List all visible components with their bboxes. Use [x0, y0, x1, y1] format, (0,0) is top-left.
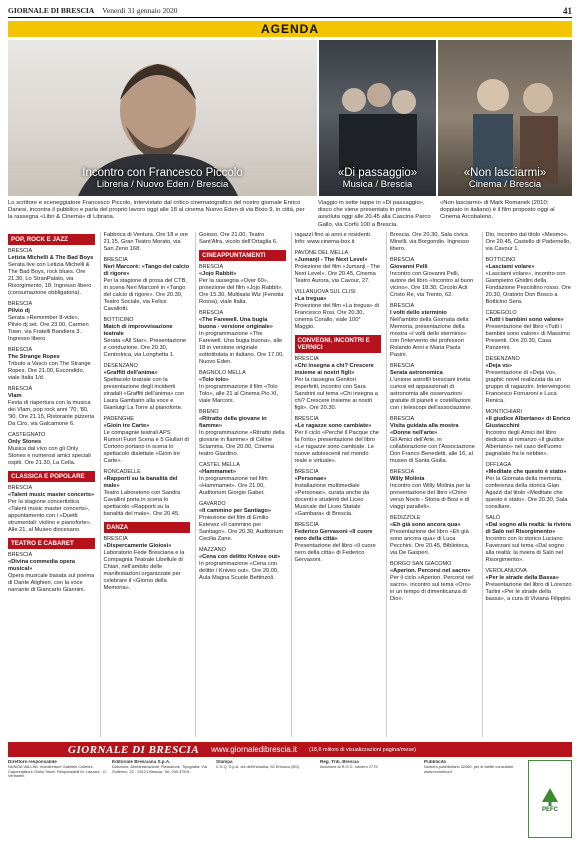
entry-city: GAVARDO: [199, 501, 226, 507]
entry-body: Serata «All Star». Presentazione e conduzione. Ore 20.30, Centrolrica, via Longhetta 1.: [103, 338, 187, 358]
entry-city: BRESCIA: [8, 386, 33, 392]
entry-city: BRESCIA: [390, 363, 415, 369]
entry-city: SALÒ: [485, 515, 501, 521]
agenda-entry: [199, 547, 286, 582]
entry-city: BRESCIA: [294, 469, 319, 475]
agenda-entry: [295, 232, 382, 246]
entry-title: «Dispercamente Gioiosi»: [103, 543, 172, 549]
agenda-entry: [295, 416, 382, 465]
footer-url[interactable]: www.giornaledibrescia.it: [211, 745, 297, 754]
entry-city: BRESCIA: [390, 303, 415, 309]
entry-title: Vlam: [8, 393, 22, 399]
photo-piccolo: [8, 40, 317, 196]
agenda-entry: [8, 347, 95, 382]
entry-city: BOTTICINO: [485, 257, 516, 263]
agenda-entry: [8, 552, 95, 594]
entry-body: Festa di riapertura con la musica dei Vlam, pop rock anni '70, '80, '90. Ore 21.15, Ristorante pizzeria Da Ciro, via Galcamone 6.: [8, 400, 95, 427]
entry-title: Willy Molinia: [390, 476, 425, 482]
entry-city: PADENGHE: [103, 416, 134, 422]
footer-logo: GIORNALE DI BRESCIA: [68, 743, 200, 756]
entry-city: VEROLANUOVA: [485, 568, 527, 574]
pefc-label: PEFC: [541, 806, 558, 813]
photo-di-passaggio: [319, 40, 436, 196]
agenda-entry: [486, 232, 573, 253]
entry-city: BRESCIA: [390, 469, 415, 475]
entry-body: Per la rassegna «Over 60», proiezione del film «Jojo Rabbit». Ore 15.30, Multisala Wiz (Fenotia Rossa), viale Italia.: [199, 278, 284, 305]
entry-title: «Jumanji - The Next Level»: [294, 257, 368, 263]
entry-body: Goioso. Ore 21.00, Teatro Sant'Afra, vicolo dell'Ortaglia 6.: [199, 232, 278, 245]
entry-city: VILLANUOVA SUL CLISI: [294, 289, 356, 295]
entry-title: Pilvio dj: [8, 308, 30, 314]
entry-title: «Rapporti su la banalità del male»: [103, 476, 178, 489]
entry-title: Only Stones: [8, 439, 42, 445]
entry-body: Brescia. Ore 20.30, Sala civica Minelli, via Borgondio. Ingresso libero.: [390, 232, 470, 252]
entry-title: Letizia Michelli & The Bad Boys: [8, 255, 94, 261]
imprint-block: [320, 760, 420, 838]
photo-caption: [8, 167, 317, 190]
agenda-entry: [390, 416, 477, 465]
entry-body: ragazzi fino ai anni e residenti. Info: www.cinema-box.it: [294, 232, 372, 245]
imprint-block: [216, 760, 316, 838]
agenda-entry: [8, 301, 95, 343]
entry-body: Incontro degli Amici del libro dedicato al romanzo «Il giudice Albertano» nel caso dell'uomo pagnalato fra le nebbie».: [485, 430, 564, 457]
agenda-entry: [390, 561, 477, 603]
entry-city: BEDIZZOLE: [390, 515, 421, 521]
page-header: [8, 4, 572, 18]
agenda-entry: [486, 568, 573, 603]
entry-body: In programmazione il film «Tolo Tolo», alle 21 al Cinema Pio XI, viale Marconi.: [199, 384, 279, 404]
entry-body: Spettacolo teatrale con la presentazione degli incidenti stradali «Graffiti dell'anima» con Laura Gambarin alla voce e Gianluigi La Torre al pianoforte.: [103, 377, 185, 411]
imprint-body: C.S.Q. S.p.A. via dell'Industria, 52 Erbusco (BS).: [216, 763, 300, 769]
agenda-entry: [486, 515, 573, 564]
imprint-block: [424, 760, 524, 838]
imprint-body: Direzione, Amministrazione, Redazione, Tipografia: Via Solferino, 22 - 25121 Brescia. Tel. 030.37901.: [112, 763, 207, 774]
entry-body: Presentazione del libro «Il cuore nero della città» di Federico Gervasoni.: [294, 543, 376, 563]
category-heading: POP, ROCK E JAZZ: [8, 234, 95, 245]
agenda-entry: [390, 515, 477, 557]
agenda-entry: [199, 310, 286, 366]
agenda-entry: [104, 536, 191, 592]
entry-body: Fabbrica di Ventura. Ore 18 e ore 21.15, Gran Teatro Morato, via San Zeno 168.: [103, 232, 188, 252]
agenda-entry: [295, 469, 382, 518]
entry-title: Visita guidata alla mostra «Donne nell'arte»: [390, 423, 459, 436]
photo-subtitle: Musica / Brescia: [342, 179, 413, 190]
imprint-body: Numero pubblicitario 32060, per le tariffe consultare www.numerica.it: [424, 763, 514, 774]
entry-title: I volti dello sterminio: [390, 310, 447, 316]
imprint-block: [112, 760, 212, 838]
entry-city: BAGNOLO MELLA: [199, 370, 246, 376]
entry-title: The Strange Ropes: [8, 354, 60, 360]
entry-title: Federico Gervasoni «Il cuore nero della città»: [294, 529, 373, 542]
entry-body: «Lasciami volare», incontro con Giampietro Ghidini della Fondazione Pesciolino rosso. Ore 20.30, Oratorio Don Bosco a Botticino Sera.: [485, 271, 571, 305]
entry-title: Giovanni Pelli: [390, 264, 428, 270]
entry-title: «La tregua»: [294, 296, 327, 302]
category-heading: DANZA: [104, 522, 191, 533]
entry-title: «Eh già sono ancora qua»: [390, 522, 461, 528]
entry-title: Match di improvvisazione teatrale: [103, 324, 173, 337]
entry-city: BRESCIA: [294, 522, 319, 528]
agenda-entry: [199, 370, 286, 405]
agenda-entry: [295, 356, 382, 412]
entry-body: Serata live con Letizia Michelli & The Bad Boys, rock blues. Ore 21.30, Lo StranPalato, via Risorgimento, 18. Ingresso libero (consumazione obbligatoria).: [8, 262, 92, 296]
entry-city: BRESCIA: [199, 310, 224, 316]
entry-body: Gli Amici dell'Arte, in collaborazione con l'Associazione Don Franco Benedetti, alle 16, al museo di Santa Giulia.: [390, 437, 475, 464]
agenda-entry: [8, 386, 95, 428]
entry-city: BRESCIA: [390, 416, 415, 422]
entry-title: Serata astronomica: [390, 370, 443, 376]
entry-title: «Lasciami volare»: [485, 264, 535, 270]
imprint-head: Pubblicità: [424, 760, 446, 764]
imprint-head: Editoriale Bresciana S.p.A.: [112, 760, 171, 764]
entry-body: Per il ciclo «Aperion. Percorsi nel sacro», incontro sul tema «Oro» in un tempo di dimenticanza di Dio».: [390, 575, 474, 602]
agenda-entry: [8, 432, 95, 467]
entry-city: CASTEGNATO: [8, 432, 46, 438]
photo-non-lasciarmi: [438, 40, 572, 196]
entry-body: L'unione astrofili bresciani invita curiosi ed appassionati di astronomia alle osservazioni gratuite di pianeti e costellazioni con i telescopi dell'associazione.: [390, 377, 473, 411]
entry-title: «Divina commedia opera musical»: [8, 559, 76, 572]
photo-strip: [8, 40, 572, 196]
entry-city: OFFLAGA: [485, 462, 512, 468]
agenda-entry: [199, 232, 286, 246]
entry-city: CEDEGOLO: [485, 310, 517, 316]
agenda-entry: [295, 522, 382, 564]
entry-body: Tributo a Vasco con The Strange Ropes. Ore 21.00, Escondido, viale Italia 1/d.: [8, 361, 91, 381]
entry-body: Proiezione del film di Emilio Estevez «Il cammino per Santiago». Ore 20.30, Auditorium Cecilia Zane.: [199, 515, 284, 542]
agenda-entry: [486, 462, 573, 511]
agenda-entry: [104, 469, 191, 518]
agenda-entry: [104, 257, 191, 313]
entry-title: «Talent music master concerts»: [8, 492, 95, 498]
entry-city: BRESCIA: [294, 356, 319, 362]
entry-title: «Meditate che questo è stato»: [485, 469, 567, 475]
entry-body: In programmazione «The Farewell. Una bugia buona», alle 18 in versione originale sottotitolata in italiano. Ore 17.00, Nuovo Eden.: [199, 331, 284, 365]
entry-title: «Chi insegna a chi? Crescere insieme ai nostri figli»: [294, 363, 374, 376]
entry-body: Proiezione del film «Jumanji - The Next Level». Ore 20.45, Cinema Teatro Aurora, via Cavour, 27.: [294, 264, 381, 284]
entry-city: BORGO SAN GIACOMO: [390, 561, 452, 567]
entry-body: Serata «Remember 8-vide», Pilvio dj set. Ore 23.00, Carmen Town, via Fratelli Bandiera 3. Ingresso libero.: [8, 315, 89, 342]
agenda-entry: [295, 289, 382, 331]
imprint-head: Direttore responsabile: [8, 760, 57, 764]
imprint: [8, 760, 572, 838]
entry-body: Per la rassegna Genitori imperfetti, incontro con Sara Sandrini sul tema «Chi insegna a chi? Crescere insieme ai nostri figli». Ore 20.30.: [294, 377, 378, 411]
intro-piccolo: Lo scrittore e sceneggiatore Francesco Piccolo, intervistato dal critico cinematografico del nostro giornale Enrico Danesi, incontra il pubblico e parla del proprio lavoro oggi alle 18 al cinema Nuovo Eden di via Bixio 9, in città, per la rassegna «Libri & Cinema» di Libraria.: [8, 200, 305, 221]
entry-city: BRESCIA: [103, 536, 128, 542]
agenda-entry: [390, 232, 477, 253]
entry-body: In programmazione nel film «Hammamet». Ore 21.00, Auditorium Giorgio Gaber.: [199, 476, 268, 496]
entry-city: DESENZANO: [103, 363, 138, 369]
entry-body: Per il ciclo «Perché il Pacque che fa l'orto» presentazione del libro «Le ragazze sono cambiate. Le nuove adolescenti nel mondo reale e virtuale».: [294, 430, 379, 464]
photo-subtitle: Cinema / Brescia: [468, 179, 542, 190]
footer-tagline: (18,6 milioni di visualizzazioni pagina/mese): [308, 746, 416, 753]
agenda-entry: [199, 501, 286, 543]
entry-city: BRESCIA: [294, 416, 319, 422]
entry-body: Proiezione del film «La tregua» di Francesco Rosi. Ore 20.30, cinema Corallo, viale 100° Maggio.: [294, 303, 379, 330]
agenda-column: [482, 232, 573, 737]
agenda-entry: [104, 416, 191, 465]
agenda-entry: [390, 303, 477, 359]
page-number: 41: [563, 5, 572, 16]
entry-title: «Deja vù»: [485, 363, 513, 369]
entry-body: Teatro Laboratorio con Sandra Cavallini porta in scena lo spettacolo «Rapporti su la banalità del male». Ore 20.45.: [103, 490, 181, 517]
section-title: AGENDA: [8, 21, 572, 37]
agenda-entry: [390, 257, 477, 299]
tree-icon: [539, 786, 561, 808]
entry-body: Presentazione di «Deja vù», graphic novel realizzata da un gruppo di ragazzini. Intervengono Francesco Fornaroni e Luca Renica.: [485, 370, 570, 404]
agenda-entry: [8, 248, 95, 297]
entry-title: «Jojo Rabbit»: [199, 271, 237, 277]
agenda-entry: [104, 232, 191, 253]
entry-city: BRESCIA: [8, 552, 33, 558]
agenda-columns: [8, 232, 572, 737]
entry-title: «Le ragazze sono cambiate»: [294, 423, 372, 429]
entry-title: «Il cammino per Santiago»: [199, 508, 272, 514]
intro-non-lasciarmi: «Non lasciarmi» di Mark Romanek (2010; doppiato in italiano) è il film proposto oggi al Cinema Arcobaleno.: [440, 200, 555, 221]
photo-title: «Non lasciarmi»: [463, 167, 547, 179]
agenda-entry: [199, 409, 286, 458]
entry-city: BRESCIA: [8, 347, 33, 353]
entry-city: PAVONE DEL MELLA: [294, 250, 349, 256]
entry-body: In programmazione «Ritratto della giovane in fiamme» di Céline Sciamma. Ore 20.00, Cinema teatro Giardino.: [199, 430, 285, 457]
agenda-entry: [390, 469, 477, 511]
entry-title: «Tolo tolo»: [199, 377, 229, 383]
entry-body: Le compagnie teatrali APS Rumori Fuori Scena e 5 Giullari di Cortorio portano in scena lo spettacolo dialettale «Gioin tre Carte».: [103, 430, 189, 464]
entry-title: «Hammamet»: [199, 469, 236, 475]
entry-title: «The Farewell. Una bugia buona - versione originale»: [199, 317, 273, 330]
entry-body: Installazione multimediale «Personae», curata anche da docenti e studenti del Liceo Musicale del Liceo Statale «Gambara» di Brescia.: [294, 483, 370, 517]
entry-title: «Aperion. Percorsi nel sacro»: [390, 568, 471, 574]
agenda-entry: [199, 264, 286, 306]
agenda-entry: [295, 250, 382, 285]
imprint-head: Stampa: [216, 760, 233, 764]
photo-title: «Di passaggio»: [337, 167, 418, 179]
agenda-column: [291, 232, 382, 737]
agenda-entry: [199, 462, 286, 497]
category-heading: TEATRO E CABARET: [8, 538, 95, 549]
entry-city: BRENO: [199, 409, 219, 415]
entry-title: «Ritratto della giovane in fiamme»: [199, 416, 267, 429]
publication-date: Venerdì 31 gennaio 2020: [102, 6, 178, 15]
entry-city: BRESCIA: [390, 257, 415, 263]
agenda-entry: [486, 257, 573, 306]
entry-title: Neri Marcorè: «Tango del calcio di rigore»: [103, 264, 190, 277]
entry-body: Musica dal vivo con gli Only Stones e numerosi amici speciali ospiti. Ore 21.30, La Cella.: [8, 446, 91, 466]
agenda-entry: [486, 409, 573, 458]
entry-title: «Graffiti dell'anima»: [103, 370, 158, 376]
imprint-block: [8, 760, 108, 838]
imprint-body: NUNZIA VALLINI. Vicedirettore Gabriele Colleoni. Caporedattore Giulio Tosini. Responsabili M. Lanzani - G. Venturelli.: [8, 763, 107, 779]
category-heading: CLASSICA E POPOLARE: [8, 471, 95, 482]
agenda-column: [386, 232, 477, 737]
photo-title: Incontro con Francesco Piccolo: [82, 167, 243, 179]
agenda-entry: [486, 356, 573, 405]
photo-caption: [319, 167, 436, 190]
entry-title: «Tutti i bambini sono valore»: [485, 317, 564, 323]
entry-body: Dio, incontro dal titolo «Mesmo». Ore 20.45, Castello di Padernello, via Cavour 1.: [485, 232, 571, 252]
pefc-badge: [528, 760, 572, 838]
agenda-entry: [8, 485, 95, 534]
agenda-column: [195, 232, 286, 737]
category-heading: CINEAPPUNTAMENTI: [199, 250, 286, 261]
entry-title: «Cena con delitto Knives out»: [199, 554, 281, 560]
publication-name: GIORNALE DI BRESCIA: [8, 6, 95, 15]
entry-body: Laboratorio Fede Bresciana e la Compagnia Teatrale Libellule di Chiari, nell'ambito delle manifestazioni organizzate per celebrare il «Giorno della Memoria».: [103, 550, 185, 591]
entry-body: Nell'ambito della Giornata della Memoria, presentazione della mostra «I volti dello sterminio» con l'intervento dei professori Rolando Anni e Maria Paola Pasini.: [390, 317, 469, 358]
entry-body: Presentazione del libro di Lorenzo Tarlini «Per le strade della bassa», a cura di Viviana Filippini.: [485, 582, 572, 602]
imprint-body: Iscrizione al R.O.C. numero 2779.: [320, 763, 379, 769]
agenda-column: [100, 232, 191, 737]
entry-title: «Dal sogno alla realtà: la riviera di Salò nel Risorgimento»: [485, 522, 571, 535]
entry-city: BRESCIA: [8, 485, 33, 491]
entry-body: Presentazione del libro «Eh già sono ancora qua» di Luca Pecchini. Ore 20.45, Biblioteca, via De Gasperi.: [390, 529, 470, 556]
imprint-head: Reg. Trib. Brescia: [320, 760, 359, 764]
entry-body: Incontro con Willy Molinia per la presentazione del libro «Chino verso Novis - Storia di Bosi e di viaggi paralleli».: [390, 483, 471, 510]
category-heading: CONVEGNI, INCONTRI E VERNICI: [295, 335, 382, 353]
entry-city: DESENZANO: [485, 356, 520, 362]
entry-body: Per la Giornata della memoria, conferenza della storica Gian Agazzi dal titolo «Meditate che questo è stato». Ore 20.30, Sala consiliare.: [485, 476, 568, 510]
intro-di-passaggio: Viaggio in sette tappe in «Di passaggio», disco che viene presentato in prima assoluta oggi alle 20.45 alla Cascina Parco Gallo, via Corfù 100 a Brescia.: [318, 200, 431, 228]
entry-body: Incontro con lo storico Luciano Faverzani sul tema «Dal sogno alla realtà: la riviera di Salò nel Risorgimento».: [485, 536, 564, 563]
agenda-entry: [486, 310, 573, 352]
entry-title: «Personae»: [294, 476, 327, 482]
entry-title: «Il giudice Albertano» di Enrico Giustacchini: [485, 416, 571, 429]
agenda-column: [8, 232, 95, 737]
entry-city: BRESCIA: [199, 264, 224, 270]
entry-city: MAZZANO: [199, 547, 226, 553]
entry-city: CASTEL MELLA: [199, 462, 240, 468]
agenda-entry: [104, 363, 191, 412]
entry-city: BOTTICINO: [103, 317, 134, 323]
entry-body: Incontro con Giovanni Pelli, autore del libro «Incontro al buon vicino». Ore 18.30, Circolo Acli Cristo Re, via Trento, 62.: [390, 271, 474, 298]
photo-subtitle: Libreria / Nuovo Eden / Brescia: [96, 179, 229, 190]
entry-city: RONCADELLE: [103, 469, 141, 475]
entry-city: BRESCIA: [8, 301, 33, 307]
entry-body: In programmazione «Cena con delitto / Knives out». Ore 20.00, Aula Magna Scuole Bettinzoli.: [199, 561, 279, 581]
entry-body: Per la stagione di prosa del CTB, in scena Neri Marcorè in «Tango del calcio di rigore». Ore 20.30, Teatro Sociale, via Felice Cavallotti.: [103, 278, 187, 312]
photo-caption: [438, 167, 572, 190]
entry-city: MONTICHIARI: [485, 409, 522, 415]
entry-city: BRESCIA: [103, 257, 128, 263]
entry-title: «Per le strade della Bassa»: [485, 575, 559, 581]
entry-body: Opera musicale basata sul poema di Dante Alighieri, con la voce narrante di Giancarlo Giannini.: [8, 573, 95, 593]
agenda-entry: [104, 317, 191, 359]
agenda-entry: [390, 363, 477, 412]
entry-body: Presentazione del libro «Tutti i bambini sono valore» di Massimo Presenti. Ore 20.30, Casa Panzerini.: [485, 324, 570, 351]
entry-body: Per la stagione concertistica «Talent music master concerts», appuntamento con i «Duetti strumentali: violino e pianoforte». Alle 21, al Museo diocesano.: [8, 499, 92, 533]
entry-city: BRESCIA: [8, 248, 33, 254]
entry-title: «Gioin tre Carte»: [103, 423, 150, 429]
footer-band: [8, 742, 572, 757]
